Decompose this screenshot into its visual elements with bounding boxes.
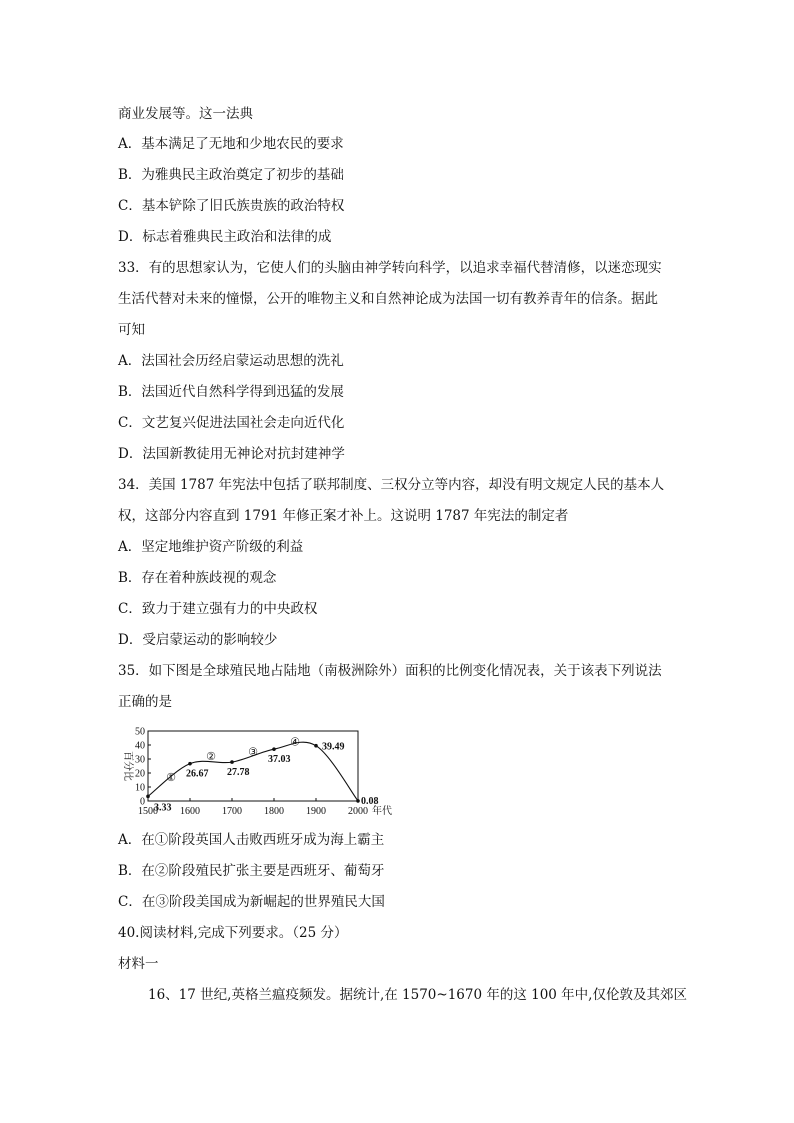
x-tick-label: 1600 xyxy=(180,806,200,817)
option-b-q32: B．为雅典民主政治奠定了初步的基础 xyxy=(118,167,344,183)
colony-area-chart xyxy=(112,722,402,822)
option-a-q33: A．法国社会历经启蒙运动思想的洗礼 xyxy=(118,353,344,369)
x-tick-label: 2000 xyxy=(348,806,368,817)
option-b-q34: B．存在着种族歧视的观念 xyxy=(118,570,277,586)
option-a-q34: A．坚定地维护资产阶级的利益 xyxy=(118,539,304,555)
text-line-1: 商业发展等。这一法典 xyxy=(118,106,253,122)
option-d-q32: D．标志着雅典民主政治和法律的成 xyxy=(118,229,332,245)
question-35-line-2: 正确的是 xyxy=(118,694,172,710)
stage-marker: ③ xyxy=(248,746,258,759)
material-1-text: 16、17 世纪,英格兰瘟疫频发。据统计,在 1570~1670 年的这 100 年中,仅伦敦及其郊区 xyxy=(148,987,687,1003)
data-label: 27.78 xyxy=(227,767,250,779)
data-label: 39.49 xyxy=(322,741,345,753)
question-34-line-2: 权，这部分内容直到 1791 年修正案才补上。这说明 1787 年宪法的制定者 xyxy=(118,508,569,524)
y-tick-label: 20 xyxy=(135,768,145,780)
option-b-q35: B．在②阶段殖民扩张主要是西班牙、葡萄牙 xyxy=(118,863,385,879)
data-point xyxy=(188,762,192,766)
option-b-q33: B．法国近代自然科学得到迅猛的发展 xyxy=(118,384,344,400)
x-tick-label: 1500 xyxy=(138,806,158,817)
data-label: 0.08 xyxy=(361,795,379,807)
data-label: 3.33 xyxy=(154,802,172,814)
stage-marker: ② xyxy=(206,751,216,764)
stage-marker: ① xyxy=(166,772,177,785)
question-40-title: 40.阅读材料,完成下列要求。（25 分） xyxy=(118,925,348,941)
x-tick-label: 1700 xyxy=(222,806,242,817)
x-tick-label: 1800 xyxy=(264,806,284,817)
question-35-line-1: 35．如下图是全球殖民地占陆地（南极洲除外）面积的比例变化情况表，关于该表下列说法 xyxy=(118,663,662,679)
x-unit-label: 年代 xyxy=(372,806,392,817)
data-label: 37.03 xyxy=(268,754,291,766)
data-point xyxy=(356,799,360,803)
option-a-q35: A．在①阶段英国人击败西班牙成为海上霸主 xyxy=(118,832,385,848)
data-point xyxy=(272,747,276,751)
option-c-q34: C．致力于建立强有力的中央政权 xyxy=(118,601,318,617)
data-point xyxy=(146,795,150,799)
y-tick-label: 0 xyxy=(140,796,145,808)
data-point xyxy=(230,760,234,764)
option-c-q33: C．文艺复兴促进法国社会走向近代化 xyxy=(118,415,345,431)
data-point xyxy=(314,744,318,748)
y-axis-label: 百分比 xyxy=(122,751,133,781)
question-33-line-2: 生活代替对未来的憧憬，公开的唯物主义和自然神论成为法国一切有教养青年的信条。据此 xyxy=(118,291,658,307)
y-tick-label: 30 xyxy=(135,754,145,766)
question-33-line-3: 可知 xyxy=(118,322,145,338)
material-1-heading: 材料一 xyxy=(118,956,159,972)
data-label: 26.67 xyxy=(186,768,209,780)
y-tick-label: 10 xyxy=(135,782,145,794)
y-tick-label: 40 xyxy=(135,740,145,752)
option-c-q35: C．在③阶段美国成为新崛起的世界殖民大国 xyxy=(118,894,385,910)
option-c-q32: C．基本铲除了旧氏族贵族的政治特权 xyxy=(118,198,345,214)
question-33-line-1: 33．有的思想家认为，它使人们的头脑由神学转向科学，以追求幸福代替清修，以迷恋现实 xyxy=(118,260,662,276)
stage-marker: ④ xyxy=(290,736,300,749)
x-tick-label: 1900 xyxy=(306,806,326,817)
option-d-q34: D．受启蒙运动的影响较少 xyxy=(118,632,278,648)
option-a-q32: A．基本满足了无地和少地农民的要求 xyxy=(118,136,344,152)
y-tick-label: 50 xyxy=(135,726,145,738)
option-d-q33: D．法国新教徒用无神论对抗封建神学 xyxy=(118,446,345,462)
question-34-line-1: 34．美国 1787 年宪法中包括了联邦制度、三权分立等内容，却没有明文规定人民的基本人 xyxy=(118,477,665,493)
